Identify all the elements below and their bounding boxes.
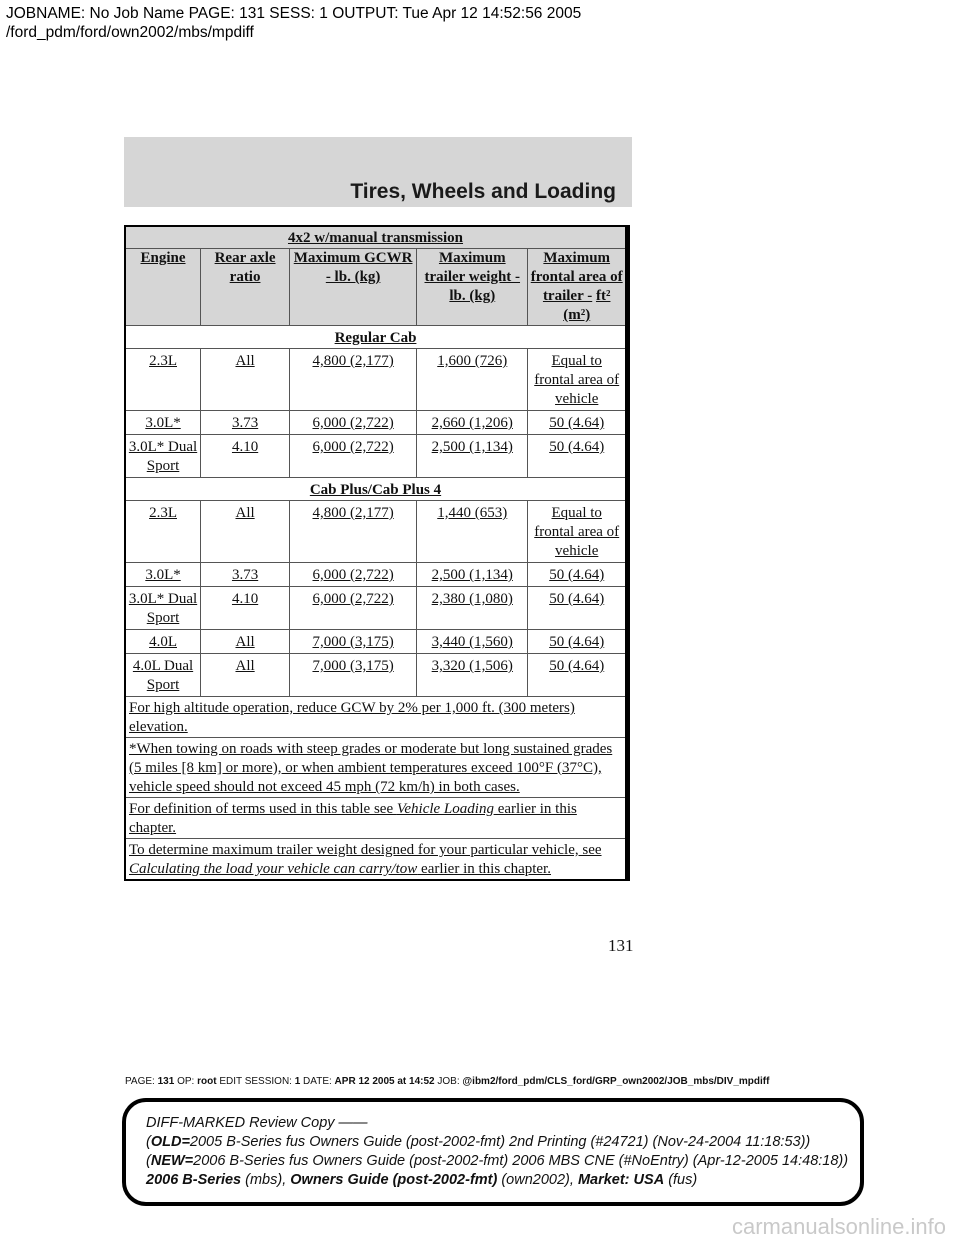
col-trailer: Maximum trailer weight - lb. (kg) [417, 249, 528, 326]
cell-gcwr: 4,800 (2,177) [290, 501, 417, 563]
cell-engine: 3.0L* Dual Sport [125, 435, 201, 478]
calculating-load-reference: Calculating the load your vehicle can carry/tow [129, 861, 418, 877]
table-row [125, 563, 628, 587]
cell-frontal: 50 (4.64) [528, 630, 628, 654]
table-title: 4x2 w/manual transmission [125, 226, 628, 249]
col-axle: Rear axle ratio [201, 249, 290, 326]
op-label: OP: [174, 1076, 198, 1087]
diff-new-line: (NEW=2006 B-Series fus Owners Guide (post-2002-fmt) 2006 MBS CNE (#NoEntry) (Apr-12-2005 14:48:18)) [146, 1153, 849, 1169]
cell-gcwr: 6,000 (2,722) [290, 435, 417, 478]
cell-gcwr: 4,800 (2,177) [290, 349, 417, 411]
cell-axle: 4.10 [201, 435, 290, 478]
col-frontal-label: Maximum frontal area of trailer - [530, 250, 623, 304]
diff-market-line [146, 1171, 860, 1190]
date-value: APR 12 2005 at 14:52 [334, 1076, 435, 1087]
job-header [6, 4, 581, 42]
op-value: root [197, 1076, 217, 1087]
diff-review-box [122, 1098, 864, 1206]
old-label: OLD= [150, 1134, 190, 1150]
job-label: JOB: [434, 1076, 463, 1087]
note-determine [125, 839, 628, 881]
cell-gcwr: 7,000 (3,175) [290, 630, 417, 654]
series-name: 2006 B-Series [146, 1172, 242, 1188]
date-label: DATE: [300, 1076, 335, 1087]
section-title: Cab Plus/Cab Plus 4 [125, 478, 628, 501]
note-definition-text: For definition of terms used in this table see [129, 801, 397, 817]
cell-trailer: 1,600 (726) [417, 349, 528, 411]
guide-code: (own2002), [497, 1172, 578, 1188]
cell-axle: All [201, 630, 290, 654]
chapter-title: Tires, Wheels and Loading [350, 180, 616, 203]
session-label: EDIT SESSION: [216, 1076, 295, 1087]
table-row [125, 654, 628, 697]
col-engine: Engine [125, 249, 201, 326]
cell-trailer: 2,500 (1,134) [417, 563, 528, 587]
cell-frontal: 50 (4.64) [528, 587, 628, 630]
note-determine-text: To determine maximum trailer weight designed for your particular vehicle, see [129, 842, 602, 858]
towing-table-container [124, 225, 634, 881]
cell-frontal: Equal to frontal area of vehicle [528, 501, 628, 563]
cell-frontal: 50 (4.64) [528, 563, 628, 587]
cell-axle: All [201, 501, 290, 563]
cell-trailer: 2,500 (1,134) [417, 435, 528, 478]
table-row [125, 630, 628, 654]
col-frontal [528, 249, 628, 326]
note-altitude: For high altitude operation, reduce GCW by 2% per 1,000 ft. (300 meters) elevation. [125, 697, 628, 738]
cell-engine: 4.0L [125, 630, 201, 654]
cell-frontal: 50 (4.64) [528, 654, 628, 697]
towing-table [124, 225, 630, 881]
cell-axle: 4.10 [201, 587, 290, 630]
page-value: 131 [157, 1076, 175, 1087]
diff-title: DIFF-MARKED Review Copy —— [146, 1115, 368, 1131]
diff-old-line: (OLD=2005 B-Series fus Owners Guide (post-2002-fmt) 2nd Printing (#24721) (Nov-24-2004 11:18:53)) [146, 1134, 811, 1150]
cell-frontal: 50 (4.64) [528, 435, 628, 478]
table-row [125, 501, 628, 563]
cell-gcwr: 6,000 (2,722) [290, 587, 417, 630]
job-value: @ibm2/ford_pdm/CLS_ford/GRP_own2002/JOB_mbs/DIV_mpdiff [462, 1076, 770, 1087]
note-definition-end: earlier in this chapter. [129, 801, 577, 836]
watermark: carmanualsonline.info [731, 1214, 946, 1239]
cell-engine: 2.3L [125, 501, 201, 563]
cell-engine: 3.0L* [125, 563, 201, 587]
cell-frontal: 50 (4.64) [528, 411, 628, 435]
note-determine-end: earlier in this chapter. [417, 861, 551, 877]
cell-gcwr: 6,000 (2,722) [290, 411, 417, 435]
edit-session-info [125, 1076, 769, 1087]
chapter-header [124, 137, 632, 207]
page-number: 131 [608, 936, 634, 955]
cell-axle: All [201, 349, 290, 411]
table-row [125, 349, 628, 411]
series-code: (mbs), [241, 1172, 291, 1188]
table-row [125, 587, 628, 630]
cell-trailer: 1,440 (653) [417, 501, 528, 563]
cell-axle: 3.73 [201, 563, 290, 587]
market-label: Market: [577, 1172, 634, 1188]
cell-engine: 2.3L [125, 349, 201, 411]
table-row [125, 411, 628, 435]
session-value: 1 [294, 1076, 301, 1087]
cell-trailer: 2,380 (1,080) [417, 587, 528, 630]
table-row [125, 435, 628, 478]
note-towing: *When towing on roads with steep grades or moderate but long sustained grades (5 miles [8 km] or more), or when ambient temperatures exceed 100°F (37°C), vehicle speed should not exceed 45 mph (72 km/h) in both cases. [125, 738, 628, 798]
new-value: 2006 B-Series fus Owners Guide (post-2002-fmt) 2006 MBS CNE (#NoEntry) (Apr-12-2005 14:48:18)) [193, 1153, 849, 1169]
cell-trailer: 3,320 (1,506) [417, 654, 528, 697]
old-value: 2005 B-Series fus Owners Guide (post-2002-fmt) 2nd Printing (#24721) (Nov-24-2004 11:18:53)) [189, 1134, 811, 1150]
guide-name: Owners Guide (post-2002-fmt) [290, 1172, 498, 1188]
cell-gcwr: 6,000 (2,722) [290, 563, 417, 587]
cell-engine: 4.0L Dual Sport [125, 654, 201, 697]
cell-frontal: Equal to frontal area of vehicle [528, 349, 628, 411]
job-path-line: /ford_pdm/ford/own2002/mbs/mpdiff [6, 24, 254, 41]
cell-trailer: 3,440 (1,560) [417, 630, 528, 654]
new-label: NEW= [150, 1153, 194, 1169]
col-gcwr: Maximum GCWR - lb. (kg) [290, 249, 417, 326]
section-title: Regular Cab [125, 326, 628, 349]
vehicle-loading-reference: Vehicle Loading [396, 801, 494, 817]
cell-trailer: 2,660 (1,206) [417, 411, 528, 435]
market-code: (fus) [664, 1172, 698, 1188]
job-info-line: JOBNAME: No Job Name PAGE: 131 SESS: 1 OUTPUT: Tue Apr 12 14:52:56 2005 [6, 5, 582, 22]
cell-axle: 3.73 [201, 411, 290, 435]
market-value: USA [633, 1172, 665, 1188]
cell-axle: All [201, 654, 290, 697]
cell-engine: 3.0L* Dual Sport [125, 587, 201, 630]
page-label: PAGE: [125, 1076, 158, 1087]
col-frontal-unit: ft² (m²) [563, 288, 611, 323]
cell-engine: 3.0L* [125, 411, 201, 435]
note-definition [125, 798, 628, 839]
cell-gcwr: 7,000 (3,175) [290, 654, 417, 697]
